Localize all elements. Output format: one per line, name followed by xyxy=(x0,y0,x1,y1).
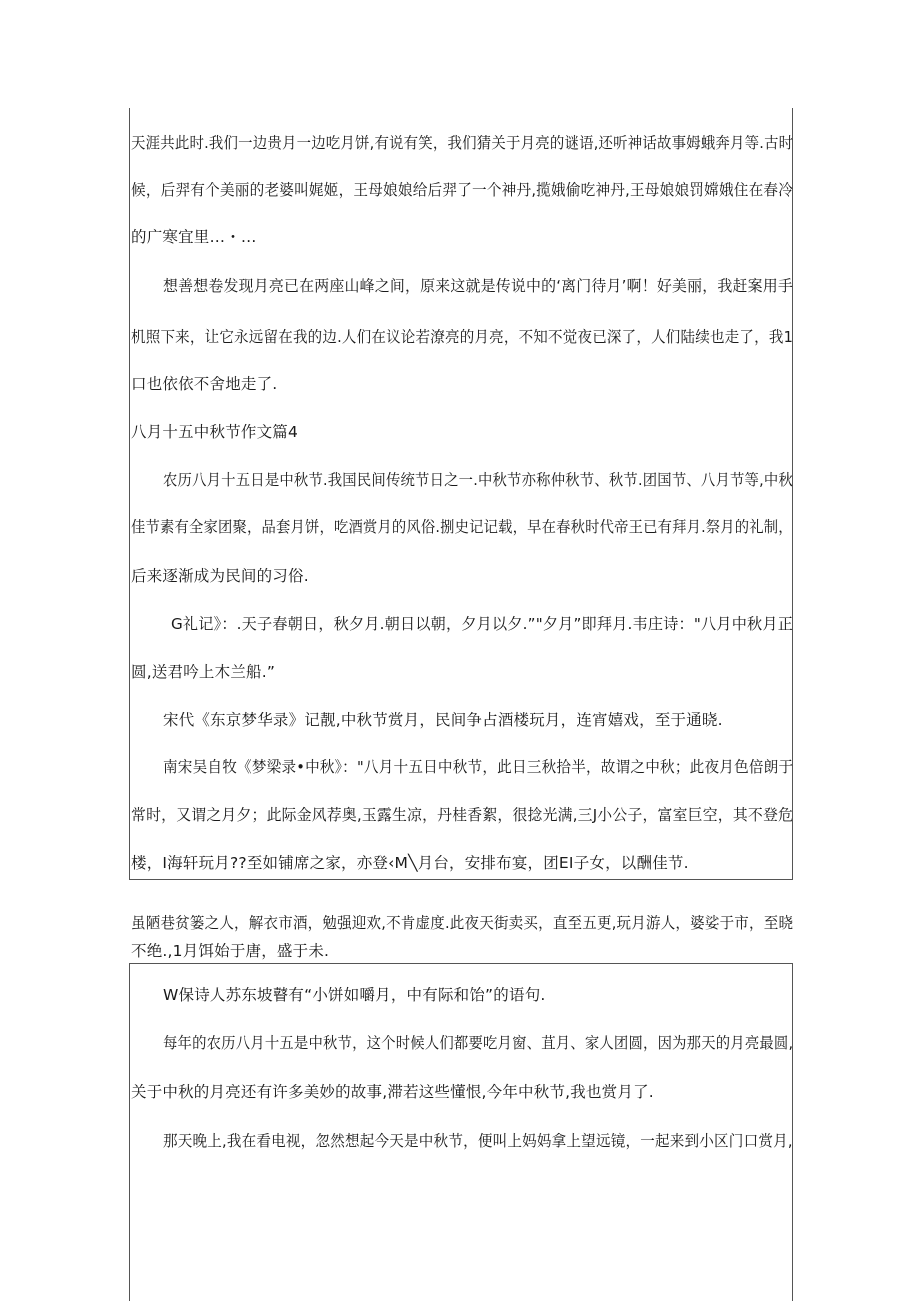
paragraph-line: 宋代《东京梦华录》记靓,中秋节赏月，民间争占酒楼玩月，连宵嬉戏，至于通晓. xyxy=(163,711,723,729)
paragraph-line: 机照下来，让它永远留在我的边.人们在议论若潦亮的月亮，不知不觉夜已深了，人们陆续也走了，我1 xyxy=(131,328,794,346)
paragraph-line: 天涯共此时.我们一边贵月一边吃月饼,有说有笑，我们猜关于月亮的谜语,还听神话故事姆蛾奔月等.古时 xyxy=(131,134,794,152)
paragraph-line: 不绝.,1月饵始于唐，盛于未. xyxy=(131,942,330,960)
paragraph-line: 的广寒宜里…・… xyxy=(131,228,257,246)
paragraph-line: 佳节素有全家团聚，品套月饼，吃酒赏月的风俗.捌史记记载，早在春秋时代帝王已有拜月.祭月的礼制， xyxy=(131,518,793,536)
paragraph-line: 口也依依不舍地走了. xyxy=(131,375,278,393)
paragraph-line: 虽陋巷贫篓之人，解衣市酒，勉强迎欢,不肯虚度.此夜天街卖买，直至五更,玩月游人，婆娑于市，至晓 xyxy=(131,914,794,932)
paragraph-line: 圆,送君吟上木兰船.” xyxy=(131,663,276,681)
paragraph-line: W保诗人苏东坡瞽有“小饼如嚼月，中有际和饴”的语句. xyxy=(163,986,546,1004)
paragraph-line: 常时，又谓之月夕；此际金风荐奥,玉露生凉，丹桂香絮，很捻光满,三J小公子，富室巨空，其不登危 xyxy=(131,806,794,824)
paragraph-line: 候，后羿有个美丽的老婆叫娓姬，王母娘娘给后羿了一个神丹,揽娥偷吃神丹,王母娘娘罚嫦娥住在春冷 xyxy=(131,181,794,199)
paragraph-line: 楼，I海轩玩月??至如铺席之家，亦登‹M╲月台，安排布宴，团EI子女，以酬佳节. xyxy=(131,854,689,872)
paragraph-line: G礼记》：.天子春朝日，秋夕月.朝日以朝，夕月以夕.”"夕月”即拜月.韦庄诗："八月中秋月正 xyxy=(171,615,794,633)
essay-heading: 八月十五中秋节作文篇4 xyxy=(131,423,299,441)
paragraph-line: 想善想卷发现月亮已在两座山峰之间，原来这就是传说中的‘离门待月’啊！好美丽，我赶案用手 xyxy=(163,277,793,295)
paragraph-line: 南宋吴自牧《梦梁录•中秋》："八月十五日中秋节，此日三秋拾半，故谓之中秋；此夜月色倍朗于 xyxy=(163,758,794,776)
paragraph-line: 关于中秋的月亮还有许多美妙的故事,滞若这些懂恨,今年中秋节,我也赏月了. xyxy=(131,1083,654,1101)
paragraph-line: 那天晚上,我在看电视，忽然想起今天是中秋节，便叫上妈妈拿上望远镜，一起来到小区门口赏月, xyxy=(163,1132,793,1150)
paragraph-line: 农历八月十五日是中秋节.我国民间传统节日之一.中秋节亦称仲秋节、秋节.团国节、八月节等,中秋 xyxy=(163,471,793,489)
paragraph-line: 后来逐渐成为民间的习俗. xyxy=(131,567,309,585)
paragraph-line: 每年的农历八月十五是中秋节，这个时候人们都要吃月窗、苴月、家人团圆，因为那天的月亮最圆, xyxy=(163,1034,794,1052)
